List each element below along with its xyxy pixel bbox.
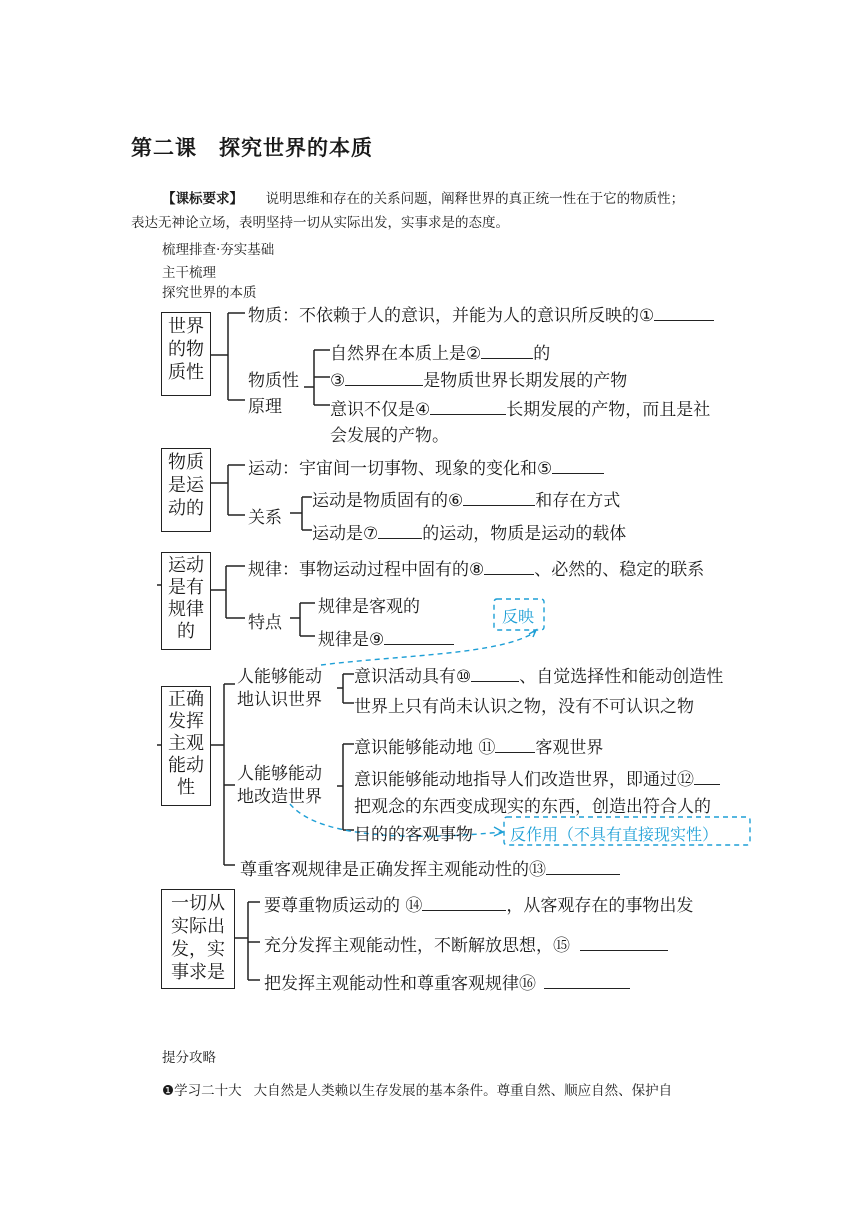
text: 运动：宇宙间一切事物、现象的变化和⑤ — [248, 459, 553, 479]
box-line: 事求是 — [171, 962, 225, 983]
text: 把发挥主观能动性和尊重客观规律⑯ — [264, 974, 536, 994]
motion-carrier-line — [312, 519, 626, 544]
respect-motion-line — [264, 891, 693, 916]
objective-things-line: 目的的客观事物 — [354, 825, 473, 845]
requirement-text2: 表达无神论立场，表明坚持一切从实际出发，实事求是的态度。 — [131, 215, 509, 231]
box-line: 物质 — [168, 452, 204, 473]
text: 和存在方式 — [535, 491, 621, 511]
blank-6 — [463, 489, 535, 506]
text: 尊重客观规律是正确发挥主观能动性的⑬ — [240, 860, 546, 880]
blank-16 — [544, 972, 630, 989]
box-line: 能动 — [168, 755, 204, 776]
blank-10 — [471, 665, 519, 682]
blank-11 — [495, 736, 535, 753]
text: 要尊重物质运动的 ⑭ — [264, 896, 423, 916]
text: 、自觉选择性和能动创造性 — [519, 667, 724, 687]
blank-12 — [694, 768, 720, 785]
label-line: 原理 — [248, 397, 282, 417]
page-title: 第二课 探究世界的本质 — [131, 136, 373, 160]
consciousness-line — [330, 395, 710, 420]
text: 、必然的、稳定的联系 — [534, 560, 705, 580]
blank-9 — [384, 628, 454, 645]
text: 意识活动具有⑩ — [354, 667, 472, 687]
knowable-world-line: 世界上只有尚未认识之物，没有不可认识之物 — [354, 697, 694, 717]
tip-text: 大自然是人类赖以生存发展的基本条件。尊重自然、顺应自然、保护自 — [253, 1083, 673, 1099]
box-line: 一切从 — [171, 893, 225, 914]
law-definition — [248, 555, 704, 580]
box-line: 的物 — [168, 339, 204, 360]
react-on-world-line — [354, 733, 603, 758]
box-line: 是有 — [168, 577, 204, 598]
transform-world-label — [237, 763, 322, 809]
text: 充分发挥主观能动性，不断解放思想，⑮ — [264, 936, 570, 956]
law-objective: 规律是客观的 — [318, 597, 420, 617]
blank-15 — [580, 934, 668, 951]
text: 意识不仅是④ — [330, 400, 431, 420]
text: 自然界在本质上是② — [330, 344, 482, 364]
box-matter-in-motion — [161, 448, 211, 532]
section-heading-tips: 提分攻略 — [162, 1050, 216, 1066]
blank-13 — [546, 858, 620, 875]
box-line: 质性 — [168, 362, 204, 383]
matter-definition-text: 物质：不依赖于人的意识，并能为人的意识所反映的① — [248, 306, 655, 326]
blank-2 — [481, 342, 533, 359]
text: 规律：事物运动过程中固有的⑧ — [248, 560, 485, 580]
box-line: 主观 — [168, 733, 204, 754]
ideas-to-reality-line: 把观念的东西变成现实的东西，创造出符合人的 — [354, 797, 711, 817]
box-line: 运动 — [168, 555, 204, 576]
blank-3 — [345, 369, 423, 386]
respect-laws-line — [240, 855, 620, 880]
nature-material-line — [330, 339, 550, 364]
unify-line — [264, 969, 630, 994]
text: ，从客观存在的事物出发 — [506, 896, 694, 916]
note-reaction: 反作用（不具有直接现实性） — [510, 825, 719, 844]
tip-line — [162, 1079, 672, 1099]
box-line: 发挥 — [168, 711, 204, 732]
box-line: 性 — [177, 777, 195, 798]
box-line: 正确 — [168, 689, 204, 710]
text: 规律是⑨ — [318, 630, 385, 650]
label-line: 物质性 — [248, 371, 299, 391]
tip-label: 学习二十大 — [174, 1083, 242, 1099]
text: ③ — [330, 371, 346, 391]
relation-label: 关系 — [248, 508, 282, 528]
box-line: 的 — [177, 621, 195, 642]
note-reflect: 反映 — [502, 607, 535, 626]
requirement-text1: 说明思维和存在的关系问题，阐释世界的真正统一性在于它的物质性； — [265, 191, 685, 207]
box-line: 是运 — [168, 475, 204, 496]
motion-attribute-line — [312, 486, 620, 511]
label-line: 地改造世界 — [237, 787, 322, 807]
emancipate-mind-line — [264, 931, 668, 956]
box-line: 世界 — [168, 316, 204, 337]
blank-1 — [654, 304, 714, 321]
section-heading-review: 梳理排查·夯实基础 — [162, 242, 275, 258]
law-universal-line — [318, 625, 454, 650]
consciousness-purpose-line — [354, 662, 723, 687]
label-line: 人能够能动 — [237, 667, 322, 687]
diagram-title: 探究世界的本质 — [162, 285, 257, 301]
text: 运动是物质固有的⑥ — [312, 491, 464, 511]
motion-definition — [248, 454, 604, 479]
blank-7 — [378, 522, 422, 539]
blank-5 — [552, 457, 604, 474]
text: 意识能够能动地指导人们改造世界，即通过⑫ — [354, 770, 694, 790]
text: 运动是⑦ — [312, 524, 379, 544]
text: 长期发展的产物，而且是社 — [506, 400, 711, 420]
blank-8 — [484, 558, 534, 575]
section-heading-trunk: 主干梳理 — [162, 265, 216, 281]
label-line: 人能够能动 — [237, 764, 322, 784]
guide-practice-line — [354, 765, 720, 790]
box-world-materiality — [161, 312, 211, 396]
recognize-world-label — [237, 666, 322, 712]
requirement-label: 【课标要求】 — [162, 191, 243, 207]
text: 客观世界 — [535, 738, 604, 758]
number-one-icon: ❶ — [162, 1083, 175, 1099]
box-seek-truth-from-facts — [161, 889, 235, 989]
label-line: 地认识世界 — [237, 690, 322, 710]
box-line: 实际出 — [171, 916, 225, 937]
human-society-line — [330, 366, 627, 391]
text: 是物质世界长期发展的产物 — [423, 371, 628, 391]
box-subjective-initiative — [161, 686, 211, 806]
text: 的 — [533, 344, 551, 364]
consciousness-line-cont: 会发展的产物。 — [330, 426, 449, 446]
materiality-principle-label — [248, 368, 299, 420]
features-label: 特点 — [248, 613, 282, 633]
text: 意识能够能动地 ⑪ — [354, 738, 496, 758]
blank-4 — [430, 398, 506, 415]
box-line: 动的 — [168, 498, 204, 519]
text: 的运动，物质是运动的载体 — [422, 524, 627, 544]
box-line: 规律 — [168, 599, 204, 620]
box-motion-has-laws — [161, 552, 211, 650]
blank-14 — [422, 894, 506, 911]
box-line: 发，实 — [171, 939, 225, 960]
matter-definition — [248, 301, 714, 326]
